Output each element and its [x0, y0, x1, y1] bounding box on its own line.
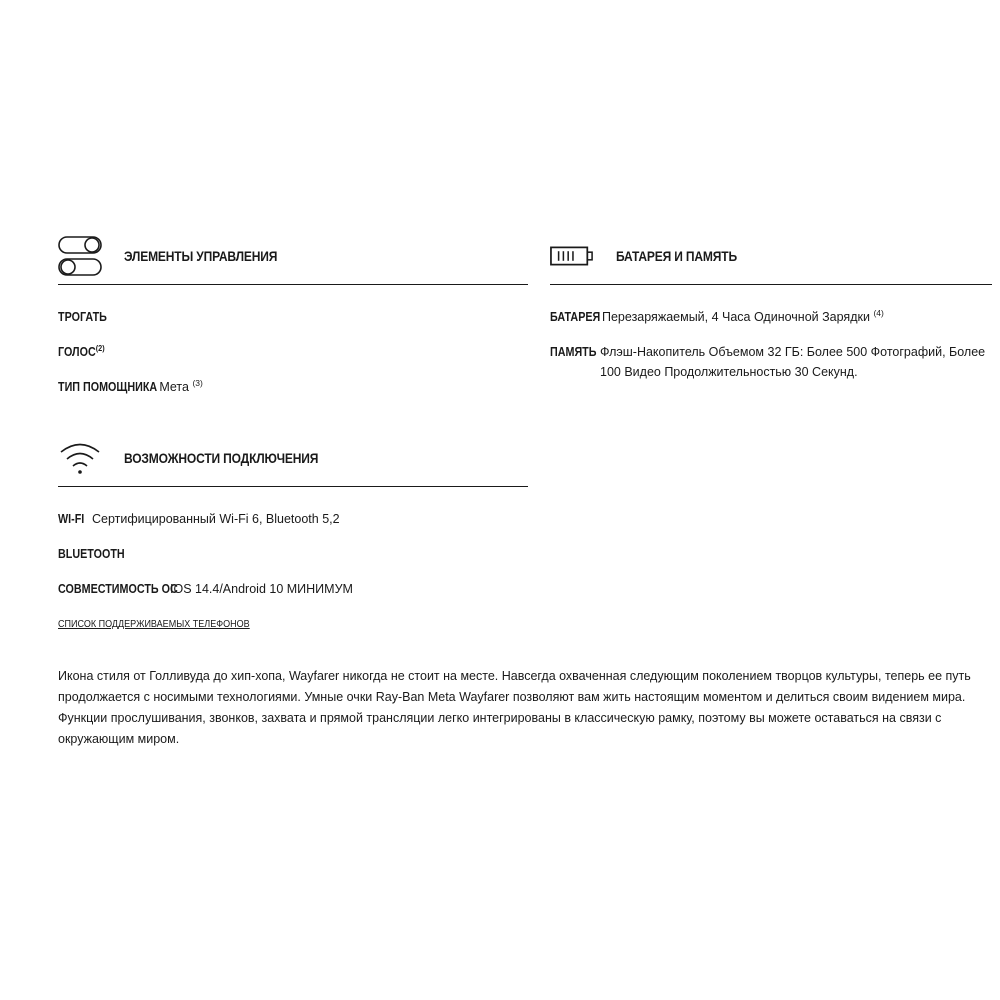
controls-title: ЭЛЕМЕНТЫ УПРАВЛЕНИЯ [124, 248, 278, 264]
connectivity-section [58, 434, 528, 632]
connectivity-title: ВОЗМОЖНОСТИ ПОДКЛЮЧЕНИЯ [124, 450, 319, 466]
spec-row-assistant [58, 377, 528, 397]
spec-row-wifi [58, 509, 528, 529]
spec-value: Мета $^{(3)}$ [159, 378, 203, 394]
spec-row-voice [58, 342, 528, 362]
spec-row-os-compat [58, 579, 528, 599]
spec-label: ПАМЯТЬ [550, 345, 597, 359]
spec-label: ГОЛОС$^{(2)}$ [58, 343, 105, 359]
supported-phones-link-row [58, 614, 528, 632]
spec-row-battery [550, 307, 992, 327]
footnote-marker: (3) [192, 378, 203, 388]
spec-label: СОВМЕСТИМОСТЬ ОС [58, 582, 178, 596]
spec-label: БАТАРЕЯ [550, 310, 601, 324]
spec-value: Перезаряжаемый, 4 Часа Одиночной Зарядки $^{(4)}$ [602, 308, 884, 324]
connectivity-spec-list [58, 509, 528, 632]
controls-spec-list [58, 307, 528, 397]
battery-spec-list [550, 307, 992, 382]
controls-section [58, 232, 528, 412]
wifi-icon [58, 436, 102, 480]
toggle-switches-icon [58, 234, 102, 278]
spec-row-touch [58, 307, 528, 327]
spec-row-memory [550, 342, 992, 382]
battery-header [550, 232, 992, 285]
battery-title: БАТАРЕЯ И ПАМЯТЬ [616, 248, 737, 264]
product-description: Икона стиля от Голливуда до хип-хопа, Wayfarer никогда не стоит на месте. Навсегда охваченная следующим поколением творцов культуры, теперь ее путь продолжается с носимыми технологиями. Умные очки Ray-Ban Meta Wayfarer позволяют вам жить настоящим моментом и делиться своим видением мира. Функции прослушивания, звонков, захвата и прямой трансляции легко интегрированы в классическую рамку, поэтому вы можете оставаться на связи с окружающим миром. [58, 669, 971, 746]
spec-label: WI-FI [58, 512, 85, 526]
spec-value: IOS 14.4/Android 10 МИНИМУМ [170, 582, 353, 596]
battery-icon [550, 234, 594, 278]
spec-row-bluetooth [58, 544, 528, 564]
spec-value: Флэш-Накопитель Объемом 32 ГБ: Более 500 Фотографий, Более 100 Видео Продолжительностью 30 Секунд. [600, 345, 986, 379]
battery-memory-section [550, 232, 992, 397]
spec-value: Сертифицированный Wi-Fi 6, Bluetooth 5,2 [92, 512, 340, 526]
controls-header [58, 232, 528, 285]
supported-phones-link[interactable]: СПИСОК ПОДДЕРЖИВАЕМЫХ ТЕЛЕФОНОВ [58, 618, 250, 630]
footnote-marker: (2) [95, 343, 105, 353]
footnote-marker: (4) [873, 308, 884, 318]
spec-label: BLUETOOTH [58, 547, 125, 561]
spec-label: ТИП ПОМОЩНИКА [58, 380, 158, 394]
connectivity-header [58, 434, 528, 487]
spec-label: ТРОГАТЬ [58, 310, 107, 324]
